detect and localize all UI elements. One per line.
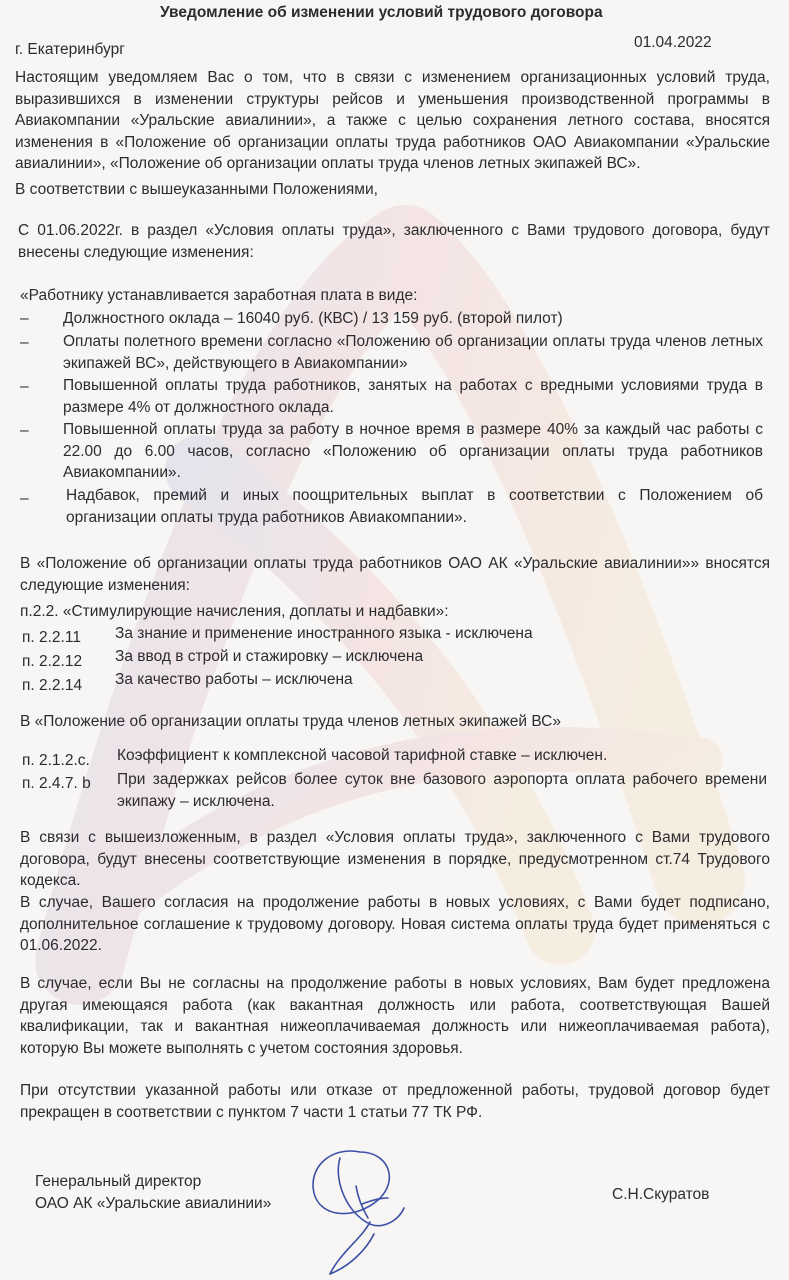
clause-text: За качество работы – исключена — [115, 671, 353, 688]
clause-text: При задержках рейсов более суток вне базового аэропорта оплата рабочего времени экипажу – исключена. — [117, 771, 767, 810]
agreement-paragraph: В случае, Вашего согласия на продолжение работы в новых условиях, с Вами будет подписано, дополнительное соглашение к трудовому договору. Новая система оплаты труда будет применяться с 01.06.2022. — [20, 894, 770, 954]
document-title: Уведомление об изменении условий трудового договора — [160, 4, 603, 21]
clause-number: п. 2.4.7. b — [22, 775, 91, 792]
list-dash: – — [20, 378, 29, 395]
clause-number: п. 2.2.11 — [22, 629, 81, 646]
consequence-paragraph: В связи с вышеизложенным, в раздел «Условия оплаты труда», заключенного с Вами трудового договора, будут внесены соответствующие изменения в порядке, предусмотренном ст.74 Трудового кодекса. — [20, 829, 770, 889]
salary-item: Должностного оклада – 16040 руб. (КВС) / 13 159 руб. (второй пилот) — [63, 310, 563, 327]
intro-paragraph: Настоящим уведомляем Вас о том, что в связи с изменением организационных условий труда, выразившихся в изменении структуры рейсов и уменьшения производственной программы в Авиакомпании «Уральские авиалинии», а также с целью сохранения летного состава, вносятся изменения в «Положение об организации оплаты труда работников ОАО Авиакомпании «Уральские авиалинии», «Положение об организации оплаты труда членов летных экипажей ВС». — [15, 69, 770, 172]
list-dash: – — [20, 334, 29, 351]
clause-number: п. 2.2.14 — [22, 677, 83, 694]
intro-line-2: В соответствии с вышеуказанными Положениями, — [15, 181, 378, 198]
disagreement-paragraph: В случае, если Вы не согласны на продолжение работы в новых условиях, Вам будет предложена другая имеющаяся работа (как вакантная должность или работа, соответствующая Вашей квалификации, так и вакантная нижеоплачиваемая должность или нижеоплачиваемая работа), которую Вы можете выполнять с учетом состояния здоровья. — [20, 975, 770, 1057]
clause-text: Коэффициент к комплексной часовой тарифной ставке – исключен. — [117, 747, 608, 764]
list-dash: – — [20, 422, 29, 439]
salary-item: Надбавок, премий и иных поощрительных выплат в соответствии с Положением об организации оплаты труда работников Авиакомпании». — [66, 487, 763, 526]
clause-number: п. 2.2.12 — [22, 653, 83, 670]
section3-intro: В «Положение об организации оплаты труда членов летных экипажей ВС» — [20, 713, 561, 730]
city: г. Екатеринбург — [15, 41, 125, 58]
signatory-position: Генеральный директор — [35, 1173, 202, 1190]
list-dash: – — [20, 490, 29, 507]
document-date: 01.04.2022 — [634, 34, 712, 51]
clause-text: За ввод в строй и стажировку – исключена — [115, 648, 424, 665]
changes-paragraph: С 01.06.2022г. в раздел «Условия оплаты труда», заключенного с Вами трудового договора, будут внесены следующие изменения: — [18, 222, 770, 261]
salary-item: Оплаты полетного времени согласно «Положению об организации оплаты труда членов летных экипажей ВС», действующего в Авиакомпании» — [63, 333, 763, 372]
salary-item: Повышенной оплаты труда работников, занятых на работах с вредными условиями труда в размере 4% от должностного оклада. — [63, 377, 763, 416]
salary-item: Повышенной оплаты труда за работу в ночное время в размере 40% за каждый час работы с 22.00 до 6.00 часов, согласно «Положению об организации оплаты труда работников Авиакомпании». — [63, 421, 763, 481]
list-dash: – — [20, 310, 29, 327]
signatory-company: ОАО АК «Уральские авиалинии» — [35, 1195, 272, 1212]
section2-intro: В «Положение об организации оплаты труда работников ОАО АК «Уральские авиалинии»» вносятся следующие изменения: — [20, 555, 770, 594]
clause-text: За знание и применение иностранного языка - исключена — [115, 625, 533, 642]
signatory-name: С.Н.Скуратов — [612, 1186, 710, 1203]
handwritten-signature — [300, 1138, 420, 1278]
termination-paragraph: При отсутствии указанной работы или отказе от предложенной работы, трудовой договор будет прекращен в соответствии с пунктом 7 части 1 статьи 77 ТК РФ. — [20, 1082, 770, 1121]
salary-intro: «Работнику устанавливается заработная плата в виде: — [20, 287, 418, 304]
clause-number: п. 2.1.2.с. — [22, 752, 90, 769]
section2-subheading: п.2.2. «Стимулирующие начисления, доплаты и надбавки»: — [20, 603, 449, 620]
